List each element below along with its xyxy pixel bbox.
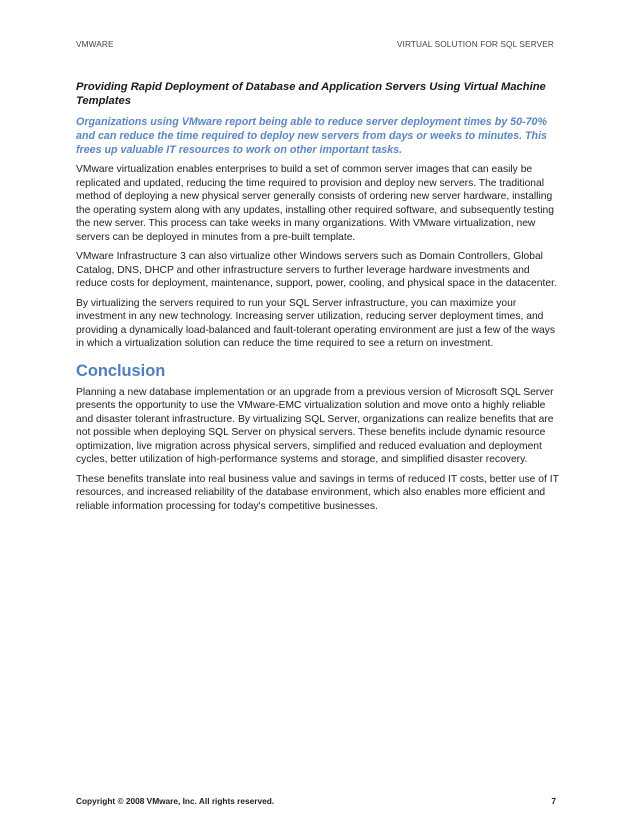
conclusion-paragraph-2: These benefits translate into real business value and savings in terms of reduced IT costs, better use of IT resources, and increased reliability of the database environment, which also enables more efficient and reliable information processing for today's competitive businesses. [76, 473, 559, 512]
conclusion-heading: Conclusion [76, 361, 166, 380]
footer-page-number: 7 [551, 796, 556, 806]
footer-copyright: Copyright © 2008 VMware, Inc. All rights reserved. [76, 796, 275, 806]
conclusion-paragraph-1: Planning a new database implementation or an upgrade from a previous version of Microsoft SQL Server presents the opportunity to use the VMware-EMC virtualization solution and move onto a highly reliable and disaster tolerant infrastructure. By virtualizing SQL Server, organizations can realize benefits that are not possible when deploying SQL Server on physical servers. These benefits include dynamic resource optimization, live migration across physical servers, simplified and reduced evaluation and deployment cycles, better utilization of high-performance systems and storage, and simplified disaster recovery. [76, 386, 554, 465]
section-callout: Organizations using VMware report being able to reduce server deployment times by 50-70% and can reduce the time required to deploy new servers from days or weeks to minutes. This frees up valuable IT resources to work on other important tasks. [76, 116, 547, 156]
section-paragraph-3: By virtualizing the servers required to run your SQL Server infrastructure, you can maximize your investment in any new technology. Increasing server utilization, reducing server deployment times, and providing a dynamically load-balanced and fault-tolerant operating environment are just a few of the ways in which a virtualization solution can reduce the time required to see a return on investment. [76, 297, 556, 349]
section-paragraph-2: VMware Infrastructure 3 can also virtualize other Windows servers such as Domain Controllers, Global Catalog, DNS, DHCP and other infrastructure servers to further leverage hardware investments and reduce costs for deployment, maintenance, support, power, cooling, and physical space in the datacenter. [76, 251, 557, 289]
section-paragraph-1: VMware virtualization enables enterprises to build a set of common server images that can easily be replicated and updated, reducing the time required to provision and deploy new servers. The traditional method of deploying a new physical server generally consists of ordering new server hardware, installing the operating system along with any updates, installing other required software, and subsequently testing the new server. This process can take weeks in many organizations. With VMware virtualization, new servers can be deployed in minutes from a pre-built template. [76, 164, 554, 243]
header-company: VMWARE [76, 39, 114, 49]
header-document-title: VIRTUAL SOLUTION FOR SQL SERVER [396, 39, 554, 49]
page-content [76, 80, 560, 519]
section-title: Providing Rapid Deployment of Database and Application Servers Using Virtual Machine Templates [76, 81, 546, 107]
